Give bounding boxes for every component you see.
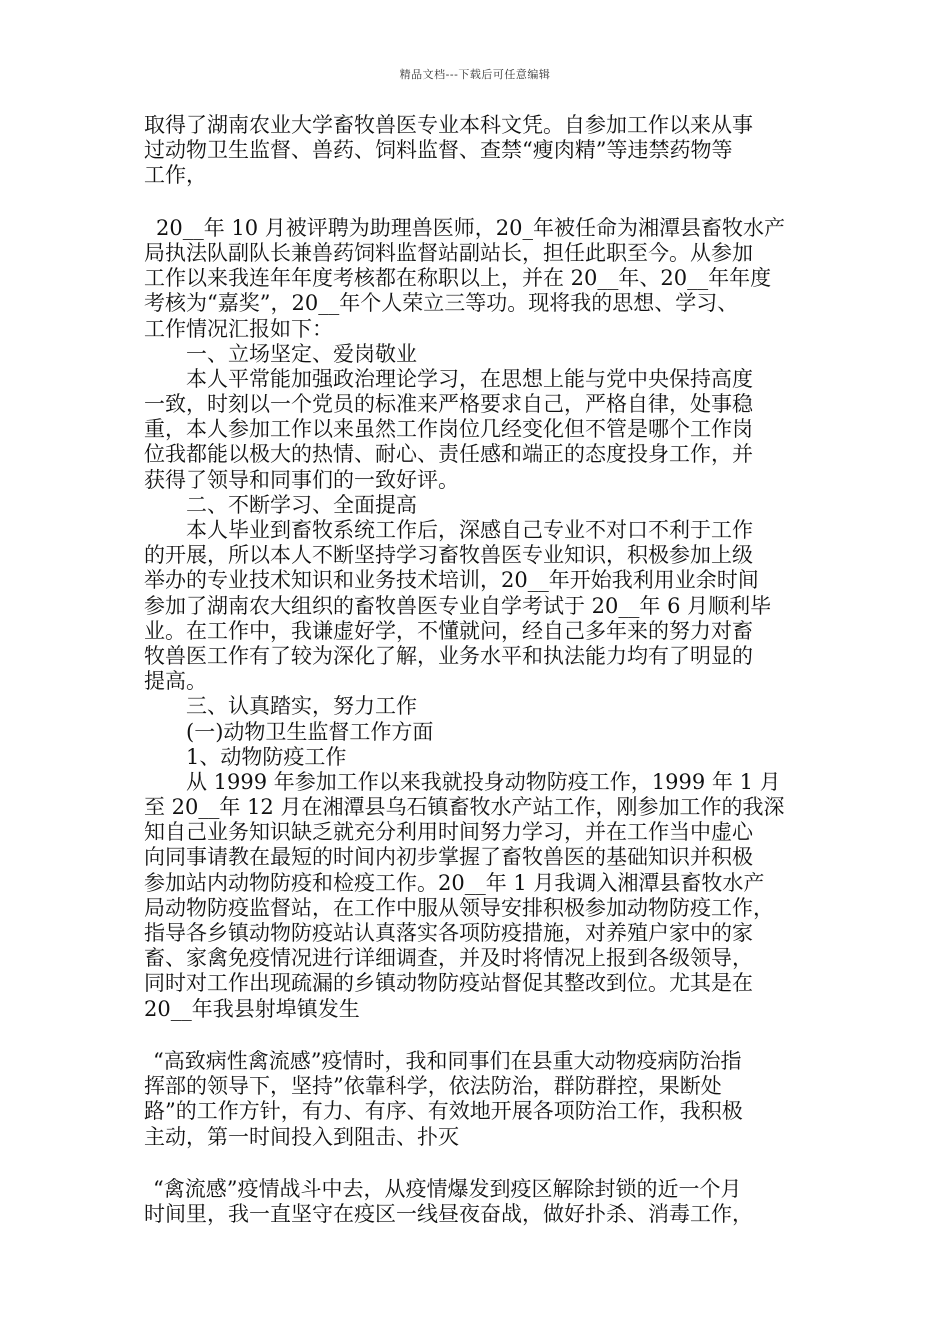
text-line: 指导各乡镇动物防疫站认真落实各项防疫措施，对养殖户家中的家	[144, 921, 753, 945]
text-line: 20__年我县射埠镇发生	[144, 996, 360, 1021]
paragraph-2	[144, 216, 812, 342]
text-line: 考核为“嘉奖”，20__年个人荣立三等功。现将我的思想、学习、	[144, 291, 739, 316]
text-line: 重，本人参加工作以来虽然工作岗位几经变化但不管是哪个工作岗	[144, 417, 753, 442]
text-line: 20__年 10 月被评聘为助理兽医师，20_年被任命为湘潭县畜牧水产	[156, 215, 786, 240]
text-line: 工作，	[144, 163, 207, 188]
subsection-heading: (一)动物卫生监督工作方面	[186, 719, 434, 744]
text-line: 局执法队副队长兼兽药饲料监督站副站长，担任此职至今。从参加	[144, 240, 753, 265]
text-line: 业。在工作中，我谦虚好学，不懂就问，经自己多年来的努力对畜	[144, 618, 753, 643]
text-line: 至 20__年 12 月在湘潭县乌石镇畜牧水产站工作，刚参加工作的我深	[144, 795, 785, 820]
text-line: 工作情况汇报如下：	[144, 316, 333, 341]
text-line: 畜、家禽免疫情况进行详细调查，并及时将情况上报到各级领导，	[144, 946, 753, 971]
text-line: 牧兽医工作有了较为深化了解，业务水平和执法能力均有了明显的	[144, 643, 753, 668]
text-line: 举办的专业技术知识和业务技术培训，20__年开始我利用业余时间	[144, 568, 759, 593]
text-line: 路”的工作方针，有力、有序、有效地开展各项防治工作，我积极	[144, 1099, 743, 1124]
text-line: 知自己业务知识缺乏就充分利用时间努力学习，并在工作当中虚心	[144, 820, 753, 845]
paragraph-4	[144, 518, 812, 694]
paragraph-1	[144, 113, 812, 189]
text-line: 获得了领导和同事们的一致好评。	[144, 467, 459, 492]
text-line: 参加站内动物防疫和检疫工作。20__年 1 月我调入湘潭县畜牧水产	[144, 870, 765, 895]
text-line: “禽流感”疫情战斗中去，从疫情爆发到疫区解除封锁的近一个月	[153, 1176, 742, 1201]
text-line: 取得了湖南农业大学畜牧兽医专业本科文凭。自参加工作以来从事	[144, 113, 753, 137]
text-line: “高致病性禽流感”疫情时，我和同事们在县重大动物疫病防治指	[153, 1048, 742, 1073]
section-heading-1: 一、立场坚定、爱岗敬业	[186, 341, 417, 366]
paragraph-gap	[144, 189, 812, 214]
text-line: 主动，第一时间投入到阻击、扑灭	[144, 1124, 459, 1149]
text-line: 从 1999 年参加工作以来我就投身动物防疫工作，1999 年 1 月	[186, 769, 781, 794]
paragraph-5	[144, 770, 812, 1022]
text-line: 时间里，我一直坚守在疫区一线昼夜奋战，做好扑杀、消毒工作，	[144, 1202, 753, 1227]
paragraph-7	[144, 1177, 812, 1227]
item-heading: 1、动物防疫工作	[186, 744, 347, 769]
text-line: 的开展，所以本人不断坚持学习畜牧兽医专业知识，积极参加上级	[144, 543, 753, 568]
text-line: 工作以来我连年年度考核都在称职以上，并在 20__年、20__年年度	[144, 266, 772, 291]
text-line: 提高。	[144, 669, 207, 694]
paragraph-3	[144, 367, 812, 493]
document-body	[144, 113, 812, 1227]
text-line: 过动物卫生监督、兽药、饲料监督、查禁“瘦肉精”等违禁药物等	[144, 138, 733, 163]
paragraph-6	[144, 1049, 812, 1150]
text-line: 局动物防疫监督站，在工作中服从领导安排积极参加动物防疫工作，	[144, 895, 774, 920]
paragraph-gap	[144, 1150, 812, 1175]
page-header-watermark: 精品文档---下载后可任意编辑	[399, 68, 551, 81]
text-line: 本人平常能加强政治理论学习，在思想上能与党中央保持高度	[186, 366, 753, 391]
text-line: 本人毕业到畜牧系统工作后，深感自己专业不对口不利于工作	[186, 518, 753, 542]
text-line: 挥部的领导下，坚持”依靠科学，依法防治，群防群控，果断处	[144, 1074, 722, 1099]
text-line: 一致，时刻以一个党员的标准来严格要求自己，严格自律，处事稳	[144, 392, 753, 417]
paragraph-gap	[144, 1022, 812, 1047]
text-line: 向同事请教在最短的时间内初步掌握了畜牧兽医的基础知识并积极	[144, 845, 753, 870]
section-heading-2: 二、不断学习、全面提高	[186, 492, 417, 517]
text-line: 位我都能以极大的热情、耐心、责任感和端正的态度投身工作，并	[144, 442, 753, 467]
text-line: 同时对工作出现疏漏的乡镇动物防疫站督促其整改到位。尤其是在	[144, 971, 753, 996]
text-line: 参加了湖南农大组织的畜牧兽医专业自学考试于 20__年 6 月顺利毕	[144, 593, 772, 618]
section-heading-3: 三、认真踏实，努力工作	[186, 694, 417, 719]
